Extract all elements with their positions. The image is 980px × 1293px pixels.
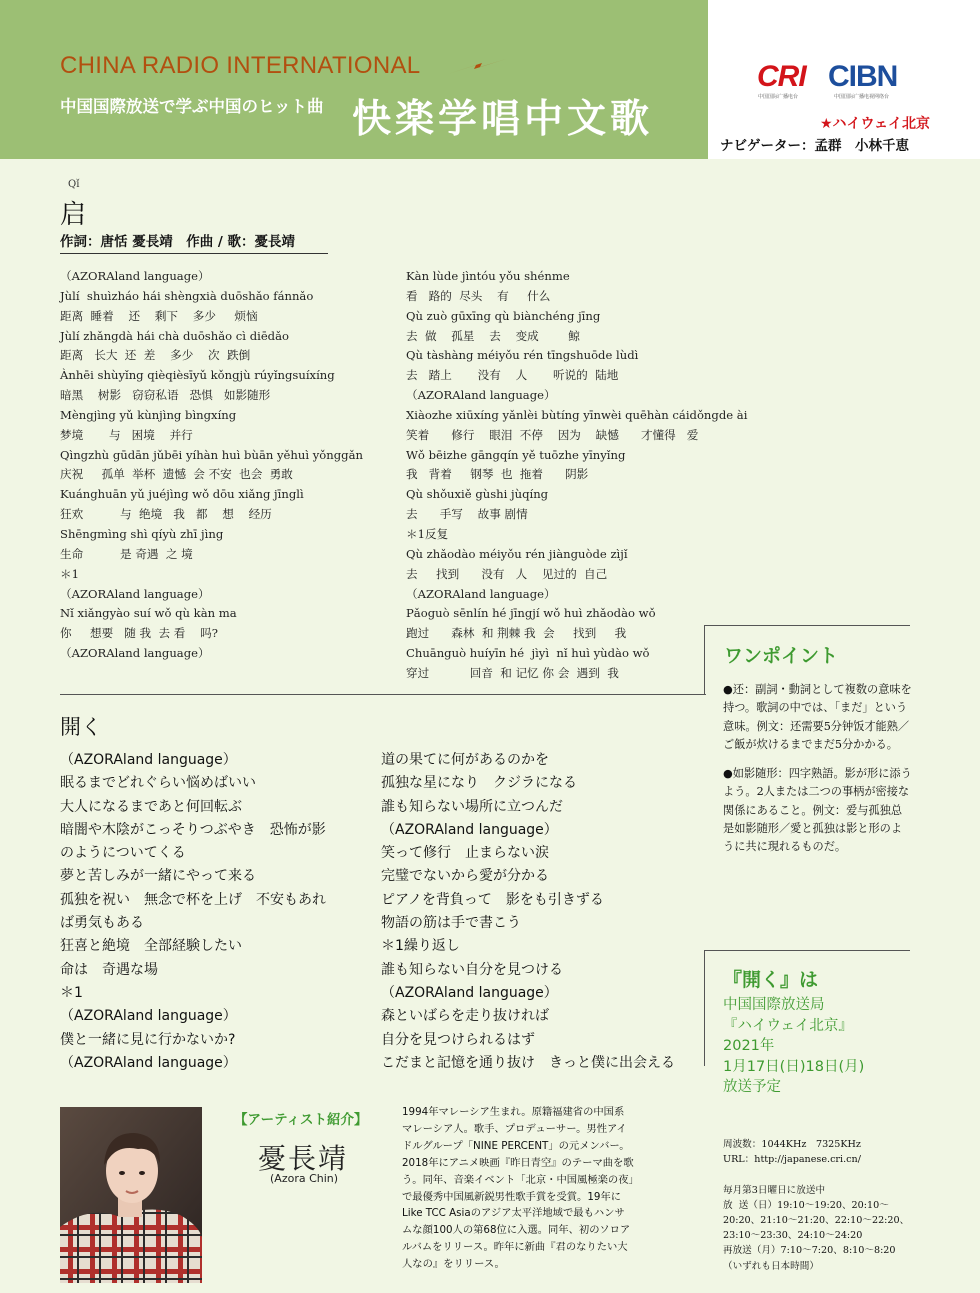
- divider: [704, 625, 705, 695]
- divider: [704, 950, 910, 951]
- header-subtitle: 中国国際放送で学ぶ中国のヒット曲: [60, 97, 324, 116]
- chinese-lyrics-right: Kàn lùde jìntóu yǒu shénme 看 路的 尽头 有 什么 Qù zuò gūxīng qù biànchéng jīng 去 做 孤星 去 变成 鲸 Qù tàshàng méiyǒu rén tīngshuōde lùdì 去 踏上 没有 人 听说的 陆地 （AZORAland language） Xiàozhe xiūxíng yǎnlèi bùtíng yīnwèi quēhàn cáidǒngde ài 笑着 修行 眼泪 不停 因为 缺憾 才懂得 爱 Wǒ bēizhe gāngqín yě tuōzhe yīnyǐng 我 背着 钢琴 也 拖着 阴影 Qù shǒuxiě gùshi jùqíng 去 手写 故事 剧情 ＊1反复 Qù zhǎodào méiyǒu rén jiànguòde zìjǐ 去 找到 没有 人 见过的 自己 （AZORAland language） Pǎoguò sēnlín hé jīngjí wǒ huì zhǎodào wǒ 跑过 森林 和 荆棘 我 会 找到 我 Chuānguò huíyīn hé jìyì nǐ huì yùdào wǒ 穿过 回音 和 记忆 你 会 遇到 我: [406, 269, 748, 680]
- cibn-logo-caption: 中国国际广播电视网络台: [834, 94, 890, 100]
- cri-title: CHINA RADIO INTERNATIONAL: [60, 52, 421, 79]
- broadcast-title: 『開く』は: [723, 969, 819, 991]
- artist-section-label: 【アーティスト紹介】: [234, 1112, 368, 1128]
- artist-photo: [60, 1107, 202, 1283]
- one-point-title: ワンポイント: [724, 645, 839, 667]
- main-title: 快楽学唱中文歌: [352, 97, 654, 142]
- chinese-lyrics-left: （AZORAland language） Jùlí shuìzháo hái shèngxià duōshǎo fánnǎo 距离 睡着 还 剩下 多少 烦恼 Jùlí zhǎngdà hái chà duōshǎo cì diēdǎo 距离 长大 还 差 多少 次 跌倒 Ànhēi shùyǐng qièqièsīyǔ kǒngjù rúyǐngsuíxíng 暗黑 树影 窃窃私语 恐惧 如影随形 Mèngjìng yǔ kùnjìng bìngxíng 梦境 与 困境 并行 Qìngzhù gūdān jǔbēi yíhàn huì bùān yěhuì yǒnggǎn 庆祝 孤单 举杯 遗憾 会 不安 也会 勇敢 Kuánghuān yǔ juéjìng wǒ dōu xiǎng jīnglì 狂欢 与 绝境 我 都 想 经历 Shēngmìng shì qíyù zhī jìng 生命 是 奇遇 之 境 ＊1 （AZORAland language） Nǐ xiǎngyào suí wǒ qù kàn ma 你 想要 随 我 去 看 吗? （AZORAland language）: [60, 269, 363, 661]
- divider: [704, 950, 705, 1066]
- one-point-paragraph: ●还：副詞・動詞として複数の意味を持つ。歌詞の中では、「まだ」という意味。例文：还需要5分钟饭才能熟／ご飯が炊けるまでまだ5分かかる。: [723, 683, 912, 751]
- broadcast-schedule: 中国国際放送局 『ハイウェイ北京』 2021年 1月17日(日)18日(月) 放送予定: [723, 997, 865, 1096]
- navigator-credit: ナビゲーター：孟群 小林千恵: [720, 138, 909, 154]
- one-point-body: [723, 681, 913, 868]
- divider: [704, 625, 910, 626]
- song-credits: 作詞：唐恬 憂長靖 作曲 / 歌：憂長靖: [60, 234, 296, 250]
- artist-name: 憂長靖: [258, 1142, 349, 1175]
- one-point-paragraph: ●如影随形：四字熟語。影が形に添うよう。2人または二つの事柄が密接な関係にあること。例文：爱与孤独总是如影随形／愛と孤独は影と形のように共に現れるものだ。: [723, 767, 912, 854]
- cri-logo: CRI: [757, 60, 806, 93]
- divider: [60, 253, 328, 254]
- station-info: 周波数：1044KHz 7325KHz URL：http://japanese.cri.cn/ 毎月第3日曜日に放送中 放 送（日）19:10～19:20、20:10～ 20:20、21:10～21:20、22:10～22:20、 23:10～23:30、24:10～24:20 再放送（月）7:10～7:20、8:10～8:20 （いずれも日本時間）: [723, 1139, 910, 1272]
- japanese-lyrics-right: 道の果てに何があるのかを 孤独な星になり クジラになる 誰も知らない場所に立つんだ （AZORAland language） 笑って修行 止まらない涙 完璧でないから愛が分かる ピアノを背負って 影をも引きずる 物語の筋は手で書こう ＊1繰り返し 誰も知らない自分を見つける （AZORAland language） 森といばらを走り抜ければ 自分を見つけられるはず こだまと記憶を通り抜け きっと僕に出会える: [381, 752, 675, 1071]
- cri-logo-caption: 中国国际广播电台: [758, 94, 799, 100]
- song-title: 启: [60, 200, 87, 230]
- artist-bio: 1994年マレーシア生まれ。原籍福建省の中国系マレーシア人。歌手、プロデューサー。男性アイドルグループ「NINE PERCENT」の元メンバー。2018年にアニメ映画『昨日青空』のテーマ曲を歌う。同年、音楽イベント「北京・中国風極楽の夜」で最優秀中国風新鋭男性歌手賞を受賞。19年にLike TCC Asiaのアジア太平洋地域で最もハンサムな顔100人の第68位に入選。同年、初のソロアルバムをリリース。昨年に新曲『君のなりたい大人なの』をリリース。: [402, 1106, 634, 1271]
- japanese-lyrics-left: （AZORAland language） 眠るまでどれぐらい悩めばいい 大人になるまであと何回転ぶ 暗闇や木陰がこっそりつぶやき 恐怖が影 のようについてくる 夢と苦しみが一緒にやって来る 孤独を祝い 無念で杯を上げ 不安もあれ ば勇気もある 狂喜と絶境 全部経験したい 命は 奇遇な場 ＊1 （AZORAland language） 僕と一緒に見に行かないか? （AZORAland language）: [60, 752, 326, 1071]
- song-title-pinyin: Qǐ: [68, 179, 80, 190]
- divider: [60, 694, 706, 695]
- japanese-title: 開く: [60, 715, 102, 739]
- program-name: ★ハイウェイ北京: [820, 116, 930, 132]
- artist-romaji: (Azora Chin): [270, 1172, 339, 1185]
- cibn-logo: CIBN: [828, 60, 898, 93]
- lightning-icon: [446, 58, 508, 76]
